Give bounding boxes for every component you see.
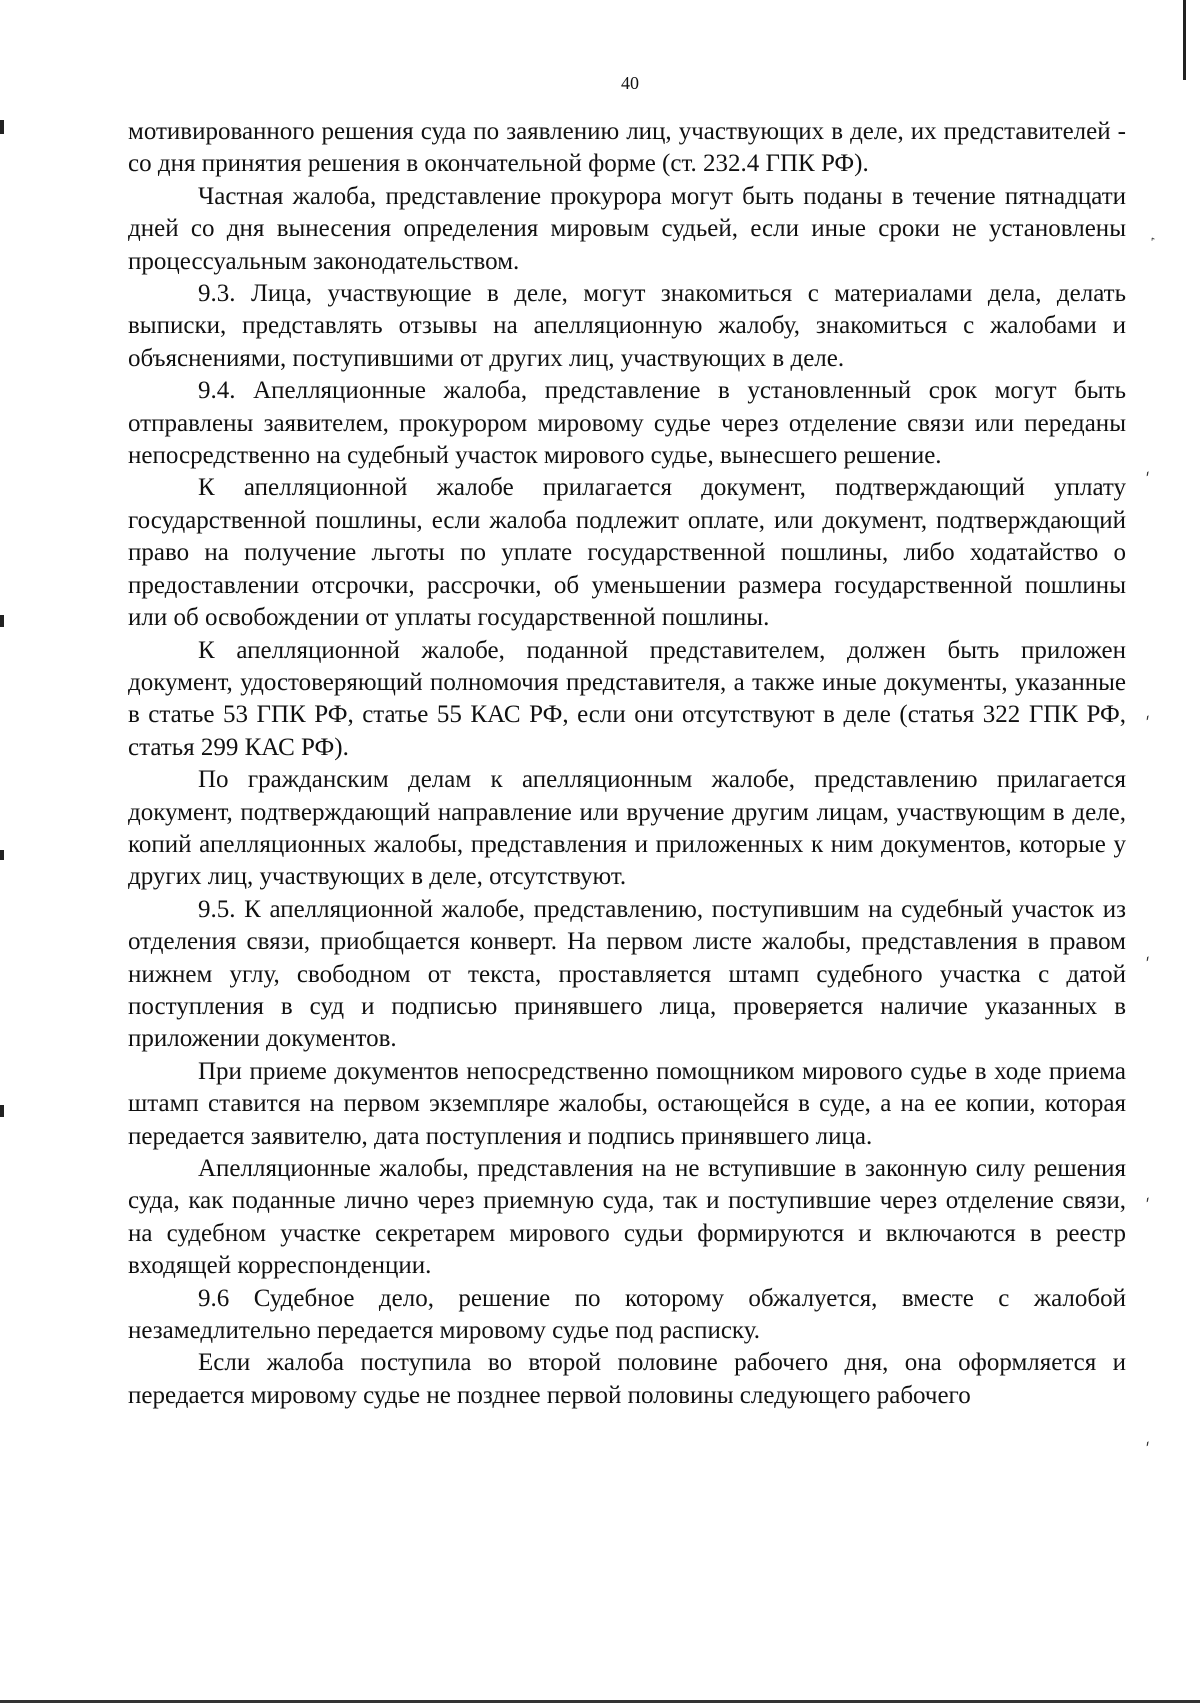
scan-margin-mark [0,850,4,860]
paragraph: мотивированного решения суда по заявлению лиц, участвующих в деле, их представителей - со дня принятия решения в окончательной форме (ст. 232.4 ГПК РФ). [128,118,1126,178]
document-body [128,116,1126,1412]
paragraph: К апелляционной жалобе прилагается документ, подтверждающий уплату государственной пошлины, если жалоба подлежит оплате, или документ, подтверждающий право на получение льготы по уплате государственной пошлины, либо ходатайство о предоставлении отсрочки, рассрочки, об уменьшении размера государственной пошлины или об освобождении от уплаты государственной пошлины. [128,474,1126,632]
paragraph: Частная жалоба, представление прокурора могут быть поданы в течение пятнадцати дней со дня вынесения определения мировым судьей, если иные сроки не установлены процессуальным законодательством. [128,182,1126,275]
margin-tick-mark: ˊ [1141,713,1160,736]
paragraph: 9.6 Судебное дело, решение по которому обжалуется, вместе с жалобой незамедлительно передается мировому судье под расписку. [128,1284,1126,1345]
scan-margin-mark [0,120,4,134]
margin-tick-mark: ˰ [1141,221,1157,244]
paragraph: Апелляционные жалобы, представления на не вступившие в законную силу решения суда, как поданные лично через приемную суда, так и поступившие через отделение связи, на судебном участке секретарем мирового судьи формируются и включаются в реестр входящей корреспонденции. [128,1155,1126,1280]
scan-margin-mark [0,1105,4,1117]
paragraph: 9.5. К апелляционной жалобе, представлению, поступившим на судебный участок из отделения связи, приобщается конверт. На первом листе жалобы, представления в правом нижнем углу, свободном от текста, проставляется штамп судебного участка с датой поступления в суд и подписью принявшего лица, проверяется наличие указанных в приложении документов. [128,895,1126,1053]
page-number: 40 [621,73,639,93]
scan-margin-mark [0,615,4,627]
paragraph: 9.4. Апелляционные жалоба, представление в установленный срок могут быть отправлены заявителем, прокурором мировому судье через отделение связи или переданы непосредственно на судебный участок мирового судье, вынесшего решение. [128,377,1126,470]
paragraph: При приеме документов непосредственно помощником мирового судье в ходе приема штамп ставится на первом экземпляре жалобы, остающейся в суде, а на ее копии, которая передается заявителю, дата поступления и подпись принявшего лица. [128,1057,1126,1150]
paragraph: Если жалоба поступила во второй половине рабочего дня, она оформляется и передается мировому судье не позднее первой половины следующего рабочего [128,1349,1126,1409]
paragraph: К апелляционной жалобе, поданной представителем, должен быть приложен документ, удостоверяющий полномочия представителя, а также иные документы, указанные в статье 53 ГПК РФ, статье 55 КАС РФ, если они отсутствуют в деле (статья 322 ГПК РФ, статья 299 КАС РФ). [128,636,1126,761]
margin-tick-mark: ˊ [1141,954,1160,977]
margin-tick-mark: ˊ [1141,469,1160,492]
margin-tick-mark: ˊ [1141,1195,1160,1218]
paragraph: 9.3. Лица, участвующие в деле, могут знакомиться с материалами дела, делать выписки, представлять отзывы на апелляционную жалобу, знакомиться с жалобами и объяснениями, поступившими от других лиц, участвующих в деле. [128,280,1126,372]
scan-edge-mark [1183,0,1186,80]
margin-tick-mark: ˊ [1141,1439,1160,1462]
paragraph: По гражданским делам к апелляционным жалобе, представлению прилагается документ, подтверждающий направление или вручение другим лицам, участвующим в деле, копий апелляционных жалобы, представления и приложенных к ним документов, которые у других лиц, участвующих в деле, отсутствуют. [128,766,1126,891]
